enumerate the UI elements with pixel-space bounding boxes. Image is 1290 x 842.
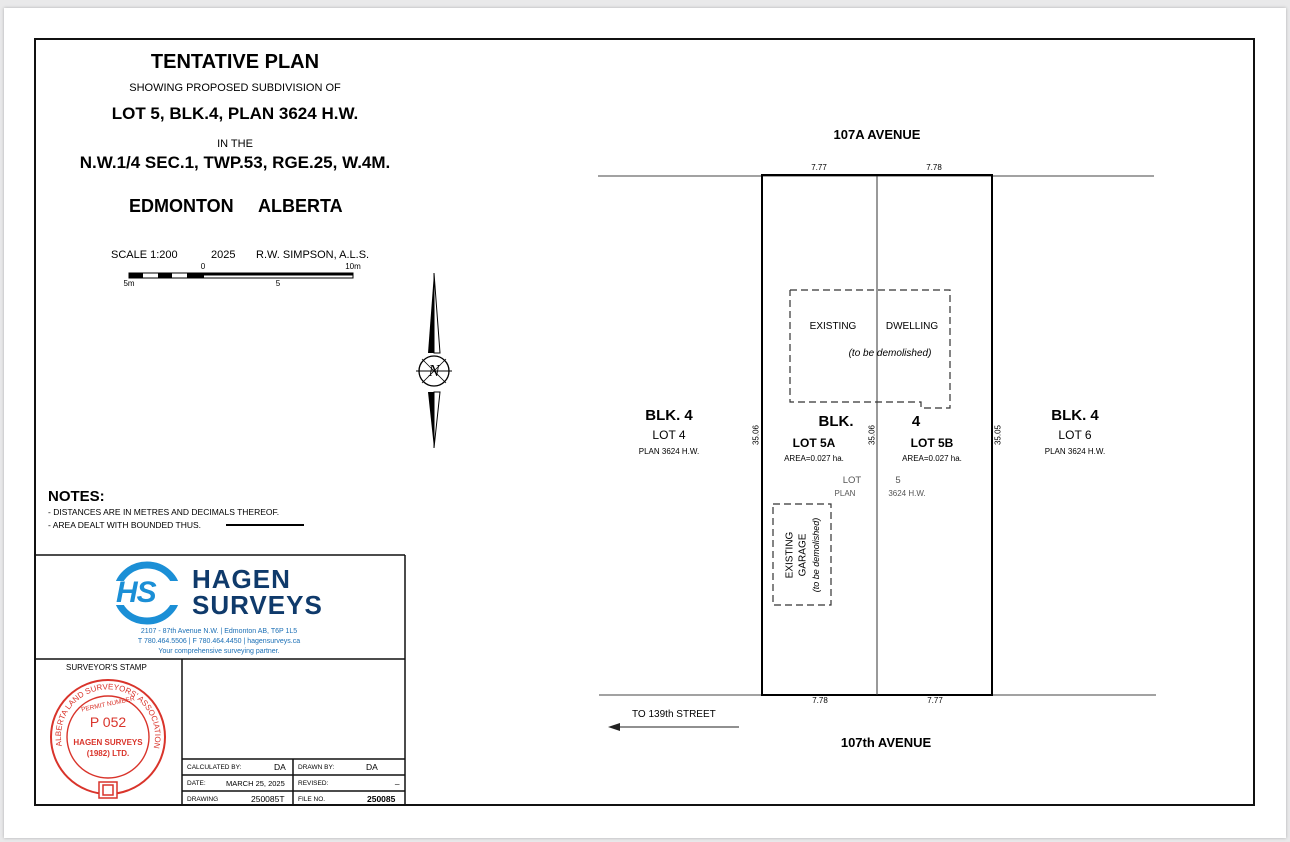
plan-subtitle: SHOWING PROPOSED SUBDIVISION OF <box>129 82 341 94</box>
plan-sheet <box>4 8 1286 838</box>
left-plan-label: PLAN 3624 H.W. <box>638 447 700 456</box>
scale-tick-5: 5 <box>275 279 281 288</box>
file-no-label: FILE NO. <box>298 796 326 803</box>
scale-bar-segment <box>187 273 204 278</box>
dim-bottom-left: 7.78 <box>812 696 828 705</box>
scale-bar-segment <box>158 273 172 278</box>
old-plan-word: PLAN <box>834 489 856 498</box>
revised-label: REVISED: <box>298 780 329 787</box>
revised-value: _ <box>395 776 400 785</box>
left-lot-label: LOT 4 <box>652 428 686 442</box>
scale-bar <box>129 273 353 278</box>
in-the-label: IN THE <box>217 138 253 150</box>
stamp-permit-label: PERMIT NUMBER <box>80 695 136 714</box>
lot-5b-area: AREA=0.027 ha. <box>902 454 962 463</box>
old-plan-number: 3624 H.W. <box>888 489 926 498</box>
calculated-by-label: CALCULATED BY: <box>187 764 242 771</box>
garage-label-1: EXISTING <box>784 531 796 579</box>
stamp-title: SURVEYOR'S STAMP <box>66 663 147 672</box>
notes-line-2: - AREA DEALT WITH BOUNDED THUS. <box>48 520 202 530</box>
stamp-firm-year: (1982) LTD. <box>86 749 130 758</box>
drawing-value: 250085T <box>251 794 285 804</box>
garage-demolished-note: (to be demolished) <box>811 517 821 593</box>
block-number: 4 <box>911 413 921 430</box>
plan-year: 2025 <box>211 249 236 261</box>
file-no-value: 250085 <box>367 794 396 804</box>
dim-bottom-right: 7.77 <box>927 696 943 705</box>
company-name-line-1: HAGEN <box>192 564 291 594</box>
scale-bar-segment <box>129 273 143 278</box>
right-block-label: BLK. 4 <box>1051 407 1099 424</box>
lot-5a-label: LOT 5A <box>792 436 836 450</box>
to-street-label: TO 139th STREET <box>632 709 716 720</box>
legal-description: LOT 5, BLK.4, PLAN 3624 H.W. <box>111 104 359 123</box>
province-name: ALBERTA <box>258 196 343 216</box>
dim-side-middle: 35.06 <box>867 424 877 446</box>
garage-label-2: GARAGE <box>797 533 809 577</box>
dim-side-left: 35.06 <box>751 424 761 446</box>
drawing-label: DRAWING <box>187 796 219 803</box>
right-lot-label: LOT 6 <box>1058 428 1092 442</box>
top-avenue-label: 107A AVENUE <box>833 127 921 142</box>
scale-tick-5m: 5m <box>123 279 135 288</box>
dwelling-demolished-note: (to be demolished) <box>848 348 932 359</box>
dwelling-label-1: EXISTING <box>809 321 857 332</box>
company-address: 2107 - 87th Avenue N.W. | Edmonton AB, T6P 1L5 <box>140 628 298 635</box>
city-name: EDMONTON <box>129 196 234 216</box>
surveyor-name: R.W. SIMPSON, A.L.S. <box>256 249 370 261</box>
drawn-by-value: DA <box>366 762 378 772</box>
old-lot-word: LOT <box>842 475 862 486</box>
right-plan-label: PLAN 3624 H.W. <box>1044 447 1106 456</box>
dim-top-left: 7.77 <box>811 163 827 172</box>
scale-tick-10m: 10m <box>345 262 361 271</box>
calculated-by-value: DA <box>274 762 286 772</box>
lot-5a-area: AREA=0.027 ha. <box>784 454 844 463</box>
notes-line-1: - DISTANCES ARE IN METRES AND DECIMALS THEREOF. <box>48 507 280 517</box>
plan-title: TENTATIVE PLAN <box>150 51 320 73</box>
north-letter: N <box>428 361 440 380</box>
scale-tick-0: 0 <box>200 262 206 271</box>
scale-bar-segment <box>204 273 353 276</box>
drawn-by-label: DRAWN BY: <box>298 764 335 771</box>
stamp-ring-text: ALBERTA LAND SURVEYORS' ASSOCIATION <box>53 682 163 750</box>
old-lot-number: 5 <box>895 475 901 486</box>
date-value: MARCH 25, 2025 <box>226 779 285 788</box>
company-tagline: Your comprehensive surveying partner. <box>158 648 280 655</box>
logo-letters: HS <box>116 576 156 609</box>
dim-top-right: 7.78 <box>926 163 942 172</box>
location-description: N.W.1/4 SEC.1, TWP.53, RGE.25, W.4M. <box>79 153 391 172</box>
scale-label: SCALE 1:200 <box>111 249 178 261</box>
dim-side-right: 35.05 <box>993 424 1003 446</box>
company-name-line-2: SURVEYS <box>192 590 323 620</box>
lot-5b-label: LOT 5B <box>910 436 954 450</box>
bottom-avenue-label: 107th AVENUE <box>840 735 932 750</box>
left-block-label: BLK. 4 <box>645 407 693 424</box>
dwelling-label-2: DWELLING <box>885 321 939 332</box>
company-phone: T 780.464.5506 | F 780.464.4450 | hagensurveys.ca <box>137 638 301 645</box>
notes-heading: NOTES: <box>48 488 105 505</box>
block-word: BLK. <box>818 413 854 430</box>
street-arrow-head <box>608 723 620 731</box>
date-label: DATE: <box>187 780 206 787</box>
stamp-permit-number: P 052 <box>89 714 127 730</box>
stamp-firm-name: HAGEN SURVEYS <box>73 738 143 747</box>
